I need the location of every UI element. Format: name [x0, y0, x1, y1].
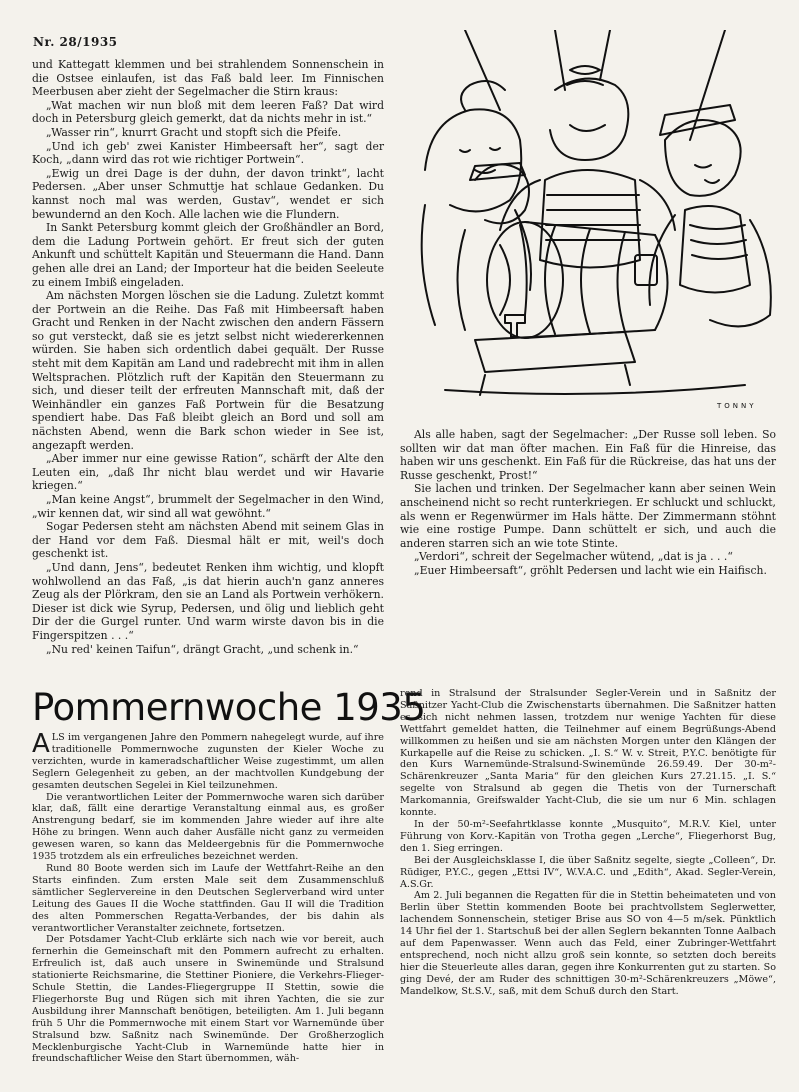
story-paragraph: „Und dann, Jens“, bedeutet Renken ihm wichtig, und klopft wohlwollend an das Faß, „is dat hierin auch'n ganz anneres Zeug als der Plörkram, den sie an Land als Portwein verhökern. Dieser ist dick wie Syrup, Pedersen, und ölig und lieblich geht Dir der die Gurgel runter. Und warm wirste davon bis in die Fingerspitzen . . .“ [32, 560, 384, 642]
story-paragraph: „Wat machen wir nun bloß mit dem leeren Faß? Dat wird doch in Petersburg gleich gemerkt, dat da nichts mehr in ist.“ [32, 98, 384, 126]
story-paragraph: In Sankt Petersburg kommt gleich der Großhändler an Bord, dem die Ladung Portwein gehört. Er freut sich der guten Ankunft und schüttelt Kapitän und Steuermann die Hand. Dann gehen alle drei an Land; der Importeur hat die beiden Seeleute zu einem Imbiß eingeladen. [32, 221, 384, 289]
article-column-left [32, 729, 384, 1065]
drop-cap: A [32, 729, 50, 759]
story-paragraph: Sie lachen und trinken. Der Segelmacher kann aber seinen Wein anscheinend nicht so recht runterkriegen. Er schluckt und schluckt, als wenn er Regenwürmer im Hals hätte. Der Zimmermann stöhnt wie eine rostige Pumpe. Dann schüttelt er sich, und auch die anderen starren sich an wie tote Stinte. [400, 482, 776, 550]
article-paragraph: Die verantwortlichen Leiter der Pommernwoche waren sich darüber klar, daß, fällt eine derartige Veranstaltung einmal aus, es großer Anstrengung bedarf, sie im kommenden Jahre wieder auf ihre alte Höhe zu bringen. Wenn auch daher Ausfälle nicht ganz zu vermeiden gewesen waren, so kann das Meldeergebnis für die Pommernwoche 1935 trotzdem als ein erfreuliches bezeichnet werden. [32, 791, 384, 863]
article-paragraph: Rund 80 Boote werden sich im Laufe der Wettfahrt-Reihe an den Starts einfinden. Zum ersten Male seit dem Zusammenschluß sämtlicher Seglervereine in den Deutschen Seglerverband wird unter Leitung des Gaues II die Woche stattfinden. Gau II will die Tradition des alten Pommerschen Regatta-Verbandes, der bis dahin als verantwortlicher Veranstalter zeichnete, fortsetzen. [32, 862, 384, 934]
story-paragraph: Sogar Pedersen steht am nächsten Abend mit seinem Glas in der Hand vor dem Faß. Diesmal hält er mit, weil's doch geschenkt ist. [32, 520, 384, 561]
story-paragraph: „Und ich geb' zwei Kanister Himbeersaft her“, sagt der Koch, „dann wird das rot wie richtiger Portwein“. [32, 139, 384, 167]
story-paragraph: „Wasser rin“, knurrt Gracht und stopft sich die Pfeife. [46, 125, 342, 139]
story-paragraph: „Euer Himbeersaft“, gröhlt Pedersen und lacht wie ein Haifisch. [414, 563, 767, 577]
story-paragraph: „Verdori“, schreit der Segelmacher wütend, „dat is ja . . .“ [414, 550, 733, 564]
article-paragraph: Bei der Ausgleichsklasse I, die über Saßnitz segelte, siegte „Colleen“, Dr. Rüdiger, P.Y.C., gegen „Ettsi IV“, W.V.A.C. und „Edith“, Akad. Segler-Verein, A.S.Gr. [400, 854, 776, 890]
story-paragraph: Als alle haben, sagt der Segelmacher: „Der Russe soll leben. So sollten wir dat man öfter machen. Ein Faß für die Hinreise, das haben wir uns geschenkt. Ein Faß für die Rückreise, das hat uns der Russe geschenkt, Prost!“ [400, 428, 776, 482]
illustrator-signature: TONNY [717, 402, 757, 410]
story-paragraph: „Ewig un drei Dage is der duhn, der davon trinkt“, lacht Pedersen. „Aber unser Schmuttje hat schlaue Gedanken. Du kannst noch mal was werden, Gustav“, wendet er sich bewundernd an den Koch. Alle lachen wie die Flundern. [32, 166, 384, 221]
story-paragraph: „Nu red' keinen Taifun“, drängt Gracht, „und schenk in.“ [46, 642, 359, 656]
article-paragraph: Am 2. Juli begannen die Regatten für die in Stettin beheimateten und von Berlin über Stettin kommenden Boote bei prachtvollstem Seglerwetter, lachendem Sonnenschein, stetiger Brise aus SO von 4—5 m/sek. Pünktlich 14 Uhr fiel der 1. Startschuß bei der allen Seglern bekannten Tonne Aalbach auf dem Papenwasser. Wenn auch das Feld, einer Zubringer-Wettfahrt entsprechend, noch nicht allzu groß sein konnte, so setzten doch bereits hier die Steuerleute alles daran, gegen ihre Konkurrenten gut zu starten. So ging Devé, der am Ruder des schnittigen 30-m²-Schärenkreuzers „Möwe“, Mandelkow, St.S.V., saß, mit dem Schuß durch den Start. [400, 890, 776, 997]
article-heading: Pommernwoche 1935 [32, 686, 426, 729]
story-paragraph: Am nächsten Morgen löschen sie die Ladung. Zuletzt kommt der Portwein an die Reihe. Das Faß mit Himbeersaft haben Gracht und Renken in der Nacht zwischen den andern Fässern so gut versteckt, daß sie es jetzt selbst nicht wiedererkennen würden. Sie haben sich ordentlich dabei gequält. Der Russe steht mit dem Kapitän am Land und radebrecht mit ihm in allen Weltsprachen. Plötzlich ruft der Kapitän den Steuermann zu sich, und dieser teilt der erfreuten Mannschaft mit, daß der Weinhändler ein ganzes Faß Portwein für die Besatzung spendiert habe. Das Faß bleibt gleich an Bord und soll am nächsten Abend, wenn die Bark schon wieder in See ist, angezapft werden. [32, 289, 384, 452]
article-paragraph: In der 50-m²-Seefahrtklasse konnte „Musquito“, M.R.V. Kiel, unter Führung von Korv.-Kapitän von Trotha gegen „Lerche“, Fliegerhorst Bug, den 1. Sieg erringen. [400, 818, 776, 854]
sailors-barrel-illustration [405, 30, 785, 415]
article-paragraph: Der Potsdamer Yacht-Club erklärte sich nach wie vor bereit, auch fernerhin die Gemeinschaft mit den Pommern aufrecht zu erhalten. Erfreulich ist, daß auch unsere in Swinemünde und Stralsund stationierte Reichsmarine, die Stettiner Pioniere, die Verkehrs-Flieger-Schule Stettin, die Landes-Fliegergruppe II Stettin, sowie die Fliegerhorste Bug und Rügen sich mit ihren Yachten, die sie zur Ausbildung ihrer Mannschaft benötigen, beteiligten. Am 1. Juli begann früh 5 Uhr die Pommernwoche mit einem Start vor Warnemünde über Stralsund bzw. Saßnitz nach Swinemünde. Der Großherzoglich Mecklenburgische Yacht-Club in Warnemünde hatte hier in freundschaftlicher Weise den Start übernommen, wäh- [32, 934, 384, 1065]
story-column-right [400, 428, 776, 578]
article-column-right [400, 688, 776, 998]
article-paragraph: ALS im vergangenen Jahre den Pommern nahegelegt wurde, auf ihre traditionelle Pommernwoche zugunsten der Kieler Woche zu verzichten, wurde in kameradschaftlicher Weise zugestimmt, um allen Seglern Gelegenheit zu geben, an der machtvollen Kundgebung der gesamten deutschen Segelei in Kiel teilzunehmen. [32, 729, 384, 791]
article-paragraph: rend in Stralsund der Stralsunder Segler-Verein und in Saßnitz der Saßnitzer Yacht-Club die Zwischenstarts übernahmen. Die Saßnitzer hatten es sich nicht nehmen lassen, trotzdem nur wenige Yachten für diese Wettfahrt gemeldet hatten, die Teilnehmer auf einem Begrüßungs-Abend willkommen zu heißen und sie am nächsten Morgen unter den Klängen der Kurkapelle auf die Reise zu schicken. „I. S.“ W. v. Streit, P.Y.C. benötigte für den Kurs Warnemünde-Stralsund-Swinemünde 26.59.49. Der 30-m²-Schärenkreuzer „Santa Maria“ für den gleichen Kurs 27.21.15. „I. S.“ segelte von Stralsund ab gegen die Thetis von der Turnerschaft Markomannia, Greifswalder Yacht-Club, die sie um nur 6 Min. schlagen konnte. [400, 688, 776, 819]
story-paragraph: „Man keine Angst“, brummelt der Segelmacher in den Wind, „wir kennen dat, wir sind all wat gewöhnt.“ [32, 493, 384, 520]
story-paragraph: und Kattegatt klemmen und bei strahlendem Sonnenschein in die Ostsee einlaufen, ist das Faß bald leer. Im Finnischen Meerbusen aber zieht der Segelmacher die Stirn kraus: [32, 58, 384, 99]
story-column-left [32, 58, 384, 656]
story-paragraph: „Aber immer nur eine gewisse Ration“, schärft der Alte den Leuten ein, „daß Ihr nicht blau werdet und wir Havarie kriegen.“ [32, 452, 384, 493]
issue-number: Nr. 28/1935 [33, 35, 118, 49]
